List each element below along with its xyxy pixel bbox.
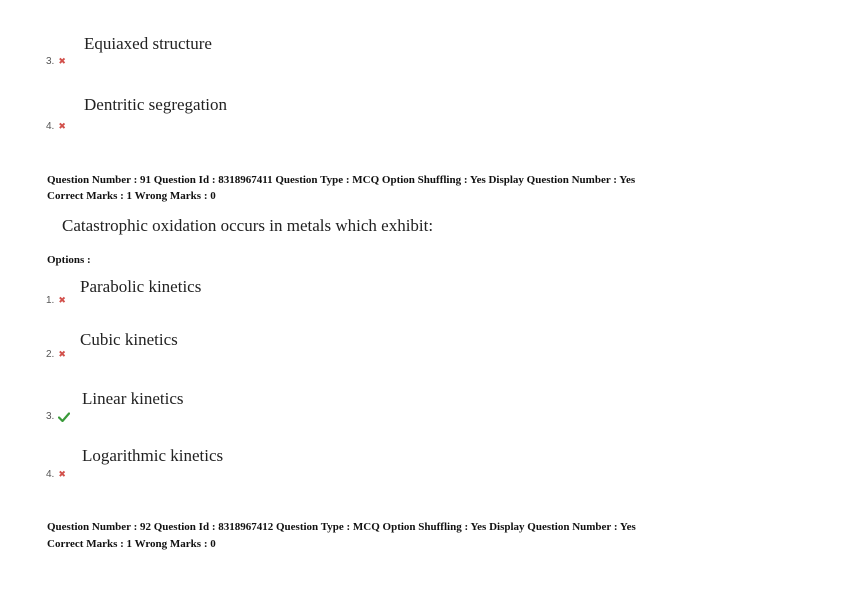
- cross-icon: ✖: [58, 121, 66, 131]
- cross-icon: ✖: [58, 56, 66, 66]
- cross-icon: ✖: [58, 295, 66, 305]
- option-number-label: 3.: [46, 411, 55, 422]
- option-text: Logarithmic kinetics: [82, 446, 224, 465]
- option-number-label: 4.: [46, 469, 55, 480]
- question-text: Catastrophic oxidation occurs in metals which exhibit:: [62, 216, 434, 235]
- options-label: Options :: [47, 254, 91, 266]
- option-number: [46, 469, 66, 480]
- option-number-label: 3.: [46, 56, 55, 67]
- question-meta: Question Number : 92 Question Id : 8318967412 Question Type : MCQ Option Shuffling : Yes Display Question Number : Yes: [47, 521, 636, 533]
- cross-icon: ✖: [58, 349, 66, 359]
- question-marks: Correct Marks : 1 Wrong Marks : 0: [47, 190, 216, 202]
- option-text: Equiaxed structure: [84, 34, 212, 53]
- option-number-label: 1.: [46, 295, 55, 306]
- option-text: Dentritic segregation: [84, 95, 228, 114]
- option-text: Cubic kinetics: [80, 330, 178, 349]
- cross-icon: ✖: [58, 469, 66, 479]
- question-meta: Question Number : 91 Question Id : 8318967411 Question Type : MCQ Option Shuffling : Yes Display Question Number : Yes: [47, 174, 636, 186]
- question-marks: Correct Marks : 1 Wrong Marks : 0: [47, 538, 216, 550]
- option-number: [46, 56, 66, 67]
- option-number-label: 2.: [46, 349, 55, 360]
- option-text: Parabolic kinetics: [80, 277, 202, 296]
- option-number: [46, 121, 66, 132]
- checkmark-icon: [58, 412, 70, 422]
- option-number: [46, 295, 66, 306]
- option-number-label: 4.: [46, 121, 55, 132]
- option-text: Linear kinetics: [82, 389, 184, 408]
- option-number: [46, 411, 70, 422]
- option-number: [46, 349, 66, 360]
